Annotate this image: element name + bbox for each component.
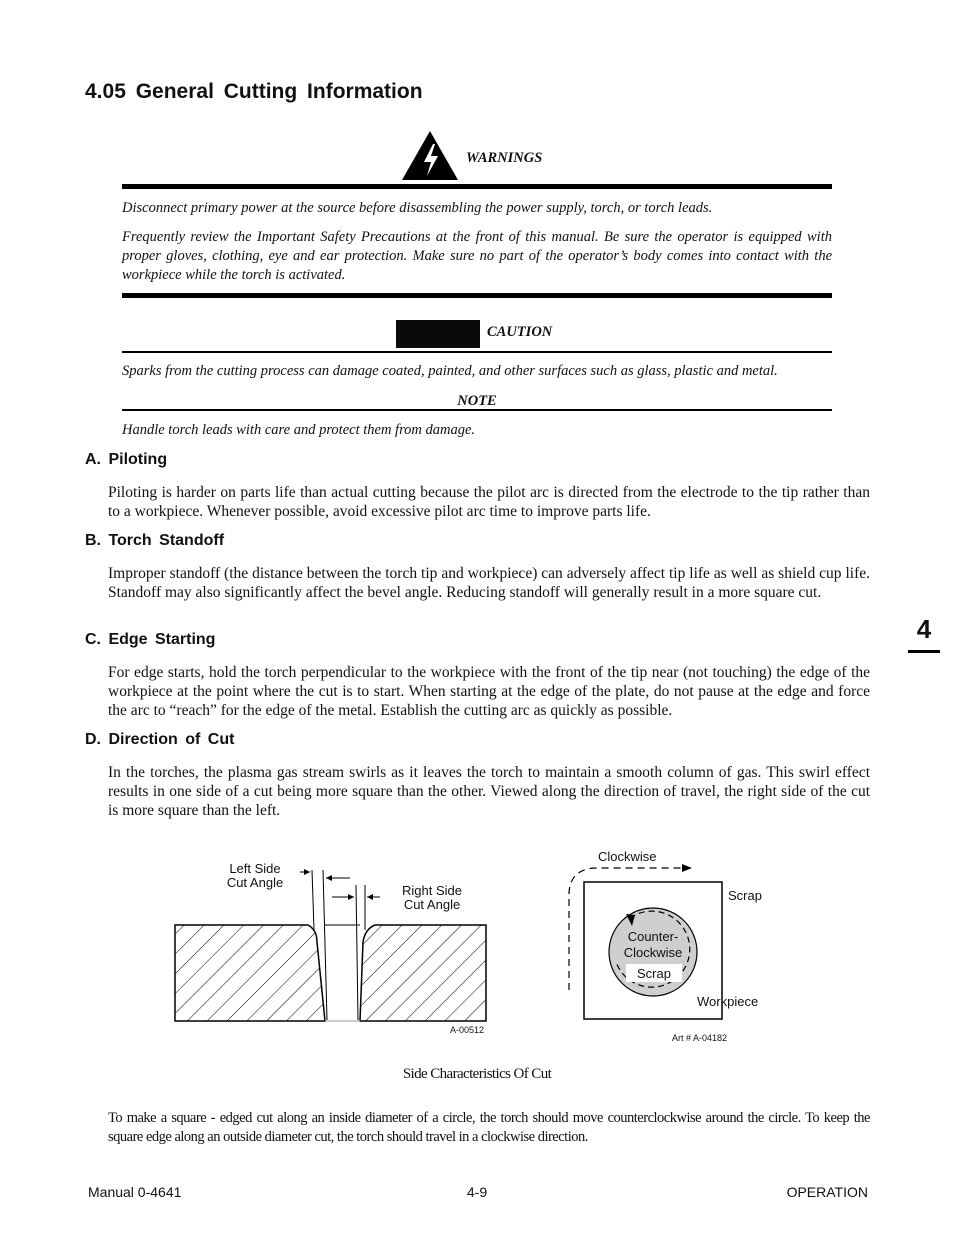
- left-side-label-line-2: Cut Angle: [226, 875, 284, 890]
- caution-label: CAUTION: [487, 324, 553, 340]
- outer-scrap-label: Scrap: [728, 888, 762, 903]
- left-workpiece-section: [175, 925, 325, 1021]
- warnings-bottom-rule: [122, 293, 832, 298]
- edge-starting-text: For edge starts, hold the torch perpendicular to the workpiece with the front of the tip near (not touching) the edge of the workpiece at the point where the cut is to start. When starting at the edge of the plate, do not pause at the edge and force the arc to “reach” for the edge of the metal. Establish the cutting arc as quickly as possible.: [108, 664, 870, 719]
- torch-standoff-heading: B. Torch Standoff: [85, 532, 225, 549]
- torch-standoff-text: Improper standoff (the distance between the torch tip and workpiece) can adversely affect tip life as well as shield cup life. Standoff may also significantly affect the bevel angle. Reducing standoff will generally result in a more square cut.: [108, 565, 870, 601]
- warning-text-2: Frequently review the Important Safety Precautions at the front of this manual. Be sure the operator is equipped with proper gloves, clothing, eye and ear protection. Make sure no part of the operator’s body comes into contact with the workpiece while the torch is activated.: [122, 229, 832, 283]
- clockwise-label: Clockwise: [598, 849, 657, 864]
- caution-rule: [122, 351, 832, 353]
- chapter-tab-rule: [908, 650, 940, 653]
- caution-text: Sparks from the cutting process can damage coated, painted, and other surfaces such as glass, plastic and metal.: [122, 363, 778, 379]
- counter-clockwise-label: [613, 929, 693, 961]
- direction-of-cut-text: In the torches, the plasma gas stream swirls as it leaves the torch to maintain a smooth column of gas. This swirl effect results in one side of a cut being more square than the other. Viewed along the direction of travel, the right side of the cut is more square than the left.: [108, 764, 870, 819]
- inner-scrap-label: Scrap: [637, 966, 671, 981]
- right-side-label-line-1: Right Side: [402, 883, 462, 898]
- clockwise-arrowhead: [682, 864, 692, 872]
- counter-label-line-1: Counter-: [627, 929, 679, 944]
- right-side-label-line-2: Cut Angle: [403, 897, 461, 912]
- right-figure-art-number: Art # A-04182: [672, 1033, 728, 1043]
- chapter-tab-number: 4: [916, 614, 932, 644]
- left-figure-art-number: A-00512: [450, 1025, 485, 1035]
- note-text: Handle torch leads with care and protect them from damage.: [122, 422, 476, 438]
- piloting-text: Piloting is harder on parts life than actual cutting because the pilot arc is directed from the electrode to the tip rather than to a workpiece. Whenever possible, avoid excessive pilot arc time to improve parts life.: [108, 484, 870, 520]
- left-side-label-line-1: Left Side: [229, 861, 281, 876]
- footer-chapter-name: OPERATION: [786, 1184, 868, 1200]
- figure-caption: Side Characteristics Of Cut: [402, 1066, 552, 1082]
- left-side-cut-angle-label: [215, 862, 295, 890]
- electric-shock-warning-icon: [401, 130, 459, 182]
- cut-cross-section-diagram: [160, 850, 510, 1045]
- warning-text-1: Disconnect primary power at the source before disassembling the power supply, torch, or torch leads.: [122, 200, 713, 216]
- workpiece-label: Workpiece: [697, 994, 759, 1009]
- right-workpiece-section: [360, 925, 486, 1021]
- caution-black-box: [396, 320, 480, 348]
- closing-paragraph: To make a square - edged cut along an inside diameter of a circle, the torch should move counterclockwise around the circle. To keep the square edge along an outside diameter cut, the torch should travel in a clockwise direction.: [108, 1110, 870, 1145]
- note-label: NOTE: [457, 393, 497, 409]
- warnings-top-rule: [122, 184, 832, 189]
- piloting-heading: A. Piloting: [85, 451, 168, 468]
- edge-starting-heading: C. Edge Starting: [85, 631, 216, 648]
- footer-manual-number: Manual 0-4641: [88, 1184, 182, 1200]
- section-title: 4.05 General Cutting Information: [85, 80, 423, 103]
- direction-of-cut-heading: D. Direction of Cut: [85, 731, 235, 748]
- counter-label-line-2: Clockwise: [623, 945, 683, 960]
- note-rule: [122, 409, 832, 411]
- right-side-cut-angle-label: [392, 884, 472, 912]
- warnings-label: WARNINGS: [466, 150, 543, 166]
- footer-page-number: 4-9: [466, 1184, 488, 1200]
